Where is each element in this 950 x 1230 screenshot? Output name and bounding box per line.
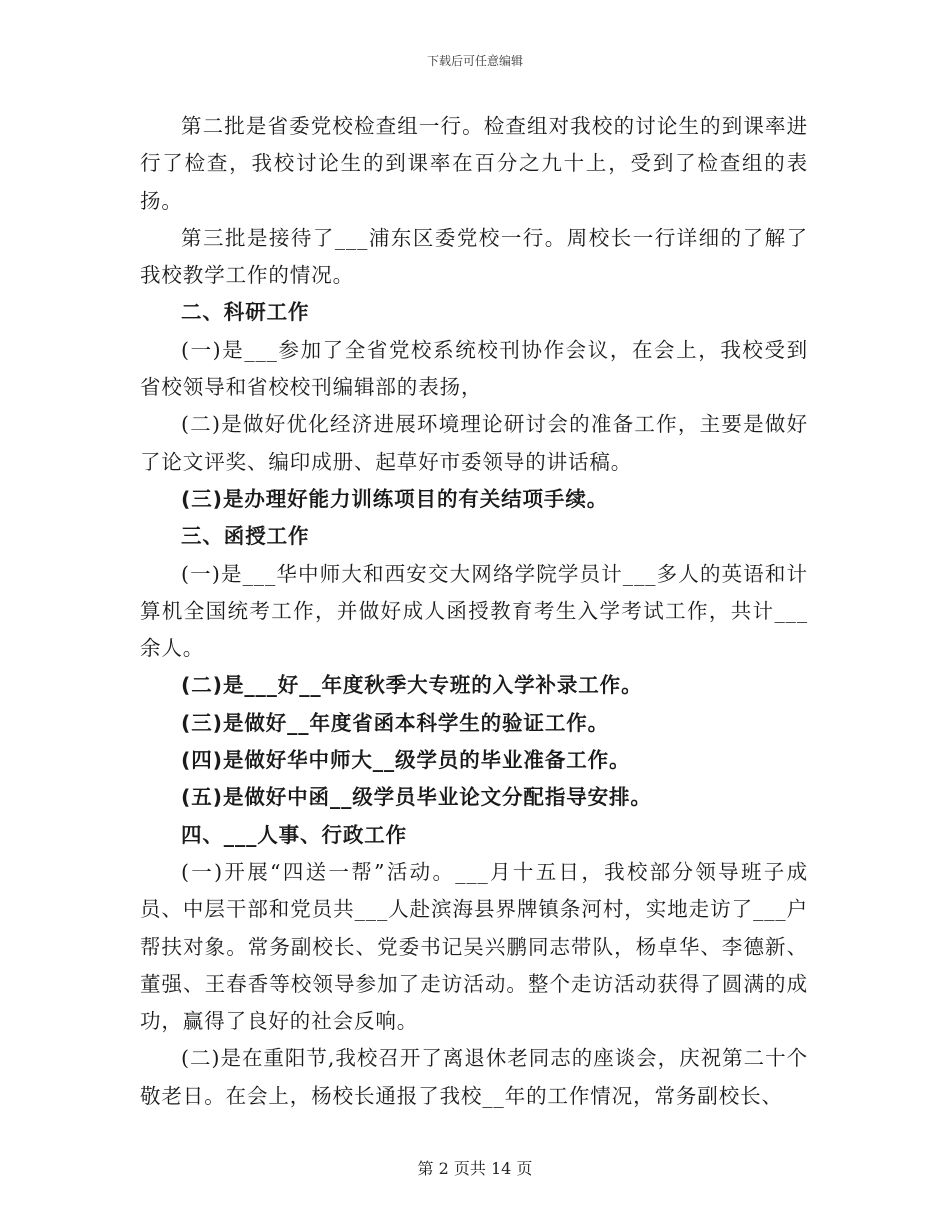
paragraph-bold: (四)是做好华中师大__级学员的毕业准备工作。 (181, 748, 631, 773)
section-heading: 四、___人事、行政工作 (181, 822, 408, 847)
paragraph-bold: (三)是做好__年度省函本科学生的验证工作。 (181, 710, 610, 735)
paragraph: (一)是___参加了全省党校系统校刊协作会议，在会上，我校受到省校领导和省校校刊编辑部的表扬， (140, 337, 808, 400)
document-body (140, 108, 808, 1115)
paragraph: 第二批是省委党校检查组一行。检查组对我校的讨论生的到课率进行了检查，我校讨论生的到课率在百分之九十上，受到了检查组的表扬。 (140, 114, 808, 213)
page-footer: 第 2 页共 14 页 (417, 1159, 533, 1178)
paragraph: (二)是在重阳节,我校召开了离退休老同志的座谈会，庆祝第二十个敬老日。在会上，杨校长通报了我校__年的工作情况，常务副校长、 (140, 1046, 808, 1108)
paragraph-bold: (五)是做好中函__级学员毕业论文分配指导安排。 (181, 785, 652, 810)
paragraph-bold: (三)是办理好能力训练项目的有关结项手续。 (181, 486, 609, 511)
page-header: 下载后可任意编辑 (426, 54, 523, 68)
paragraph: 第三批是接待了___浦东区委党校一行。周校长一行详细的了解了我校教学工作的情况。 (140, 225, 808, 288)
paragraph: (一)开展“四送一帮”活动。___月十五日，我校部分领导班子成员、中层干部和党员共___人赴滨海县界牌镇条河村，实地走访了___户帮扶对象。常务副校长、党委书记吴兴鹏同志带队，杨卓华、李德新、董强、王春香等校领导参加了走访活动。整个走访活动获得了圆满的成功，赢得了良好的社会反响。 (140, 859, 808, 1034)
section-heading: 二、科研工作 (181, 300, 310, 325)
paragraph-bold: (二)是___好__年度秋季大专班的入学补录工作。 (181, 673, 643, 698)
paragraph: (一)是___华中师大和西安交大网络学院学员计___多人的英语和计算机全国统考工作，并做好成人函授教育考生入学考试工作，共计___余人。 (140, 561, 808, 661)
section-heading: 三、函授工作 (181, 524, 310, 549)
paragraph: (二)是做好优化经济进展环境理论研讨会的准备工作，主要是做好了论文评奖、编印成册、起草好市委领导的讲话稿。 (140, 412, 808, 474)
